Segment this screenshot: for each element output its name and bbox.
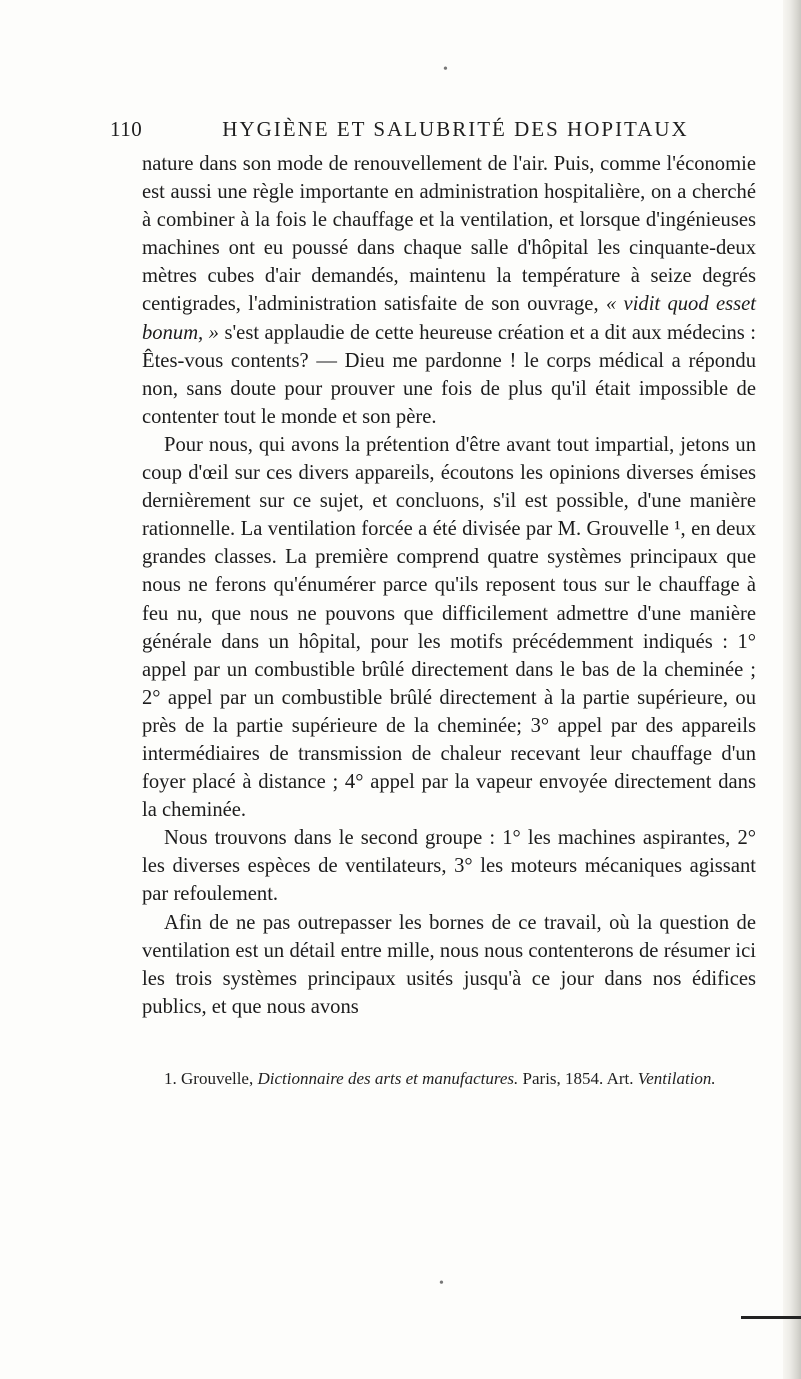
footnote-place-date: Paris, 1854. Art. (522, 1069, 634, 1088)
paragraph-4: Afin de ne pas outrepasser les bornes de ce travail, où la question de ventilation est un détail entre mille, nous nous contenterons de résumer ici les trois systèmes principaux usités jusqu'à ce jour dans nos édifices publics, et que nous avons (142, 911, 756, 1018)
footnote-author: Grouvelle, (181, 1069, 254, 1088)
page-edge-mark (741, 1316, 801, 1319)
footnote (142, 1067, 756, 1091)
page-header (110, 117, 765, 147)
footnote-1 (142, 1067, 756, 1091)
paragraph-2: Pour nous, qui avons la prétention d'être avant tout impartial, jetons un coup d'œil sur ces divers appareils, écoutons les opinions diverses émises dernièrement sur ce sujet, et concluons, s'il est possible, d'une manière rationnelle. La ventilation forcée a été divisée par M. Grouvelle ¹, en deux grandes classes. La première comprend quatre systèmes principaux que nous ne ferons qu'énumérer parce qu'ils reposent tous sur le chauffage à feu nu, que nous ne pouvons que difficilement admettre d'une manière générale dans un hôpital, pour les motifs précédemment indiqués : 1° appel par un combustible brûlé directement dans le bas de la cheminée ; 2° appel par un combustible brûlé directement à la partie supérieure, ou près de la partie supérieure de la cheminée; 3° appel par des appareils intermédiaires de transmission de chaleur recevant leur chauffage d'un foyer placé à distance ; 4° appel par la vapeur envoyée directement dans la cheminée. (142, 433, 756, 822)
speck: • (443, 62, 448, 77)
latin-quote: « vidit quod esset bonum, » (142, 293, 756, 344)
paragraph-1-rest: s'est applaudie de cette heureuse création et a dit aux médecins : Êtes-vous contents? — Dieu me pardonne ! le corps médical a répondu non, sans doute pour prouver une fois de plus qu'il était impossible de contenter tout le monde et son père. (142, 321, 756, 428)
footnote-article: Ventilation. (637, 1069, 716, 1088)
paragraph-1 (142, 150, 756, 431)
paragraph-1-text: nature dans son mode de renouvellement de l'air. Puis, comme l'économie est aussi une règle importante en administration hospitalière, on a cherché à combiner à la fois le chauffage et la ventilation, et lorsque d'ingénieuses machines ont eu poussé dans chaque salle d'hôpital les cinquante-deux mètres cubes d'air demandés, maintenu la température à seize degrés centigrades, l'administration satisfaite de son ouvrage, (142, 153, 756, 316)
paragraph-3: Nous trouvons dans le second groupe : 1° les machines aspirantes, 2° les diverses espèces de ventilateurs, 3° les moteurs mécaniques agissant par refoulement. (142, 827, 756, 906)
page-edge-shadow (783, 0, 801, 1379)
running-head: HYGIÈNE ET SALUBRITÉ DES HOPITAUX (222, 117, 689, 141)
footnote-number: 1. (164, 1069, 177, 1088)
footnote-title: Dictionnaire des arts et manufactures. (257, 1069, 519, 1088)
body-text (142, 150, 756, 1021)
page-number: 110 (110, 117, 143, 141)
speck: • (439, 1276, 444, 1291)
